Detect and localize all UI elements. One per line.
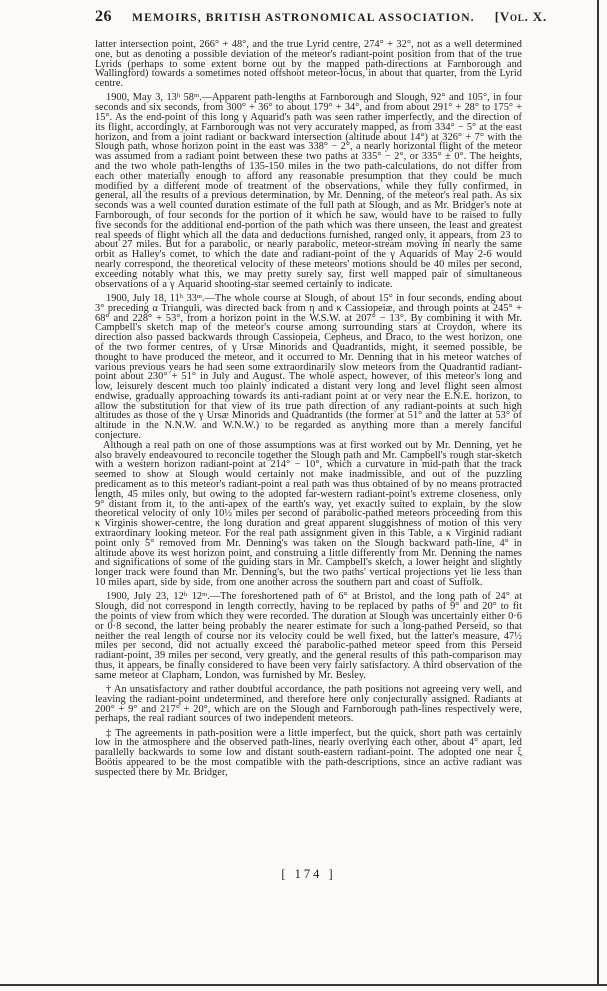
footer-page-number: [ 174 ] — [281, 867, 336, 881]
running-title: MEMOIRS, BRITISH ASTRONOMICAL ASSOCIATION. — [132, 11, 475, 24]
volume-label: [Vol. X. — [494, 9, 547, 24]
scan-edge-bottom — [0, 984, 607, 986]
paragraph-1900-may-3: 1900, May 3, 13ʰ 58ᵐ.—Apparent path-lengths at Farnborough and Slough, 92° and 105°, in four seconds and six seconds, from 300° + 36° to about 179° + 34°, and from about 291° + 28° to 175° + 15°. As the end-point of this long γ Aquarid's path was seen rather imperfectly, and the direction of its flight, accordingly, at Farnborough was not very accurately mapped, as from 334° − 5° at the east horizon, and from a joint radiant or backward intersection (altitude about 14°) at 326° + 7° with the Slough path, whose horizon point in the east was 338° − 2°, a nearly horizontal flight of the meteor was assumed from a radiant point between these two paths at 335° − 2°, or 335° ± 0°. The heights, and the two whole path-lengths of 135-150 miles in the two path-calculations, do not differ from each other materially enough to afford any reasonable presumption that they could be much modified by a different mode of treatment of the observations, while they fully confirmed, in general, all the results of a previous determination, by Mr. Denning, of the meteor's real path. As six seconds was a well counted duration estimate of the full path at Slough, and as Mr. Bridger's note at Farnborough, of four seconds for the portion of it which he saw, would have to be raised to fully five seconds for the additional end-portion of the path which was there unseen, the least and greatest real speeds of flight which all the data and deductions furnished, ranged only, it appears, from 23 to about 27 miles. But for a parabolic, or nearly parabolic, meteor-stream moving in nearly the same orbit as Halley's comet, to which the date and radiant-point of the γ Aquarids of May 2-6 would nearly correspond, the theoretical velocity of these meteors' motions should be 40 miles per second, exceeding notably what this, we may pretty surely say, first well mapped pair of simultaneous observations of a γ Aquarid shooting-star seemed certainly to indicate. — [95, 92, 522, 290]
paragraph-although-real-path: Although a real path on one of those assumptions was at first worked out by Mr. Denning, yet he also bravely endeavoured to reconcile together the Slough path and Mr. Campbell's rough star-sketch with a western horizon radiant-point at 214° − 10°, which a curvature in mid-path that the track seemed to show at Slough would certainly not make inadmissible, and out of the puzzling predicament as to this meteor's radiant-point a real path was thus obtained of by no means protracted length, 45 miles only, but owing to the adopted far-western radiant-point's extreme closeness, only 9° distant from it, to the anti-apex of the earth's way, yet exactly suited to explain, by the slow theoretical velocity of only 10½ miles per second of parabolic-pathed meteors proceeding from this κ Virginis shower-centre, the long duration and great apparent sluggishness of motion of this very extraordinary looking meteor. For the real path assignment given in this Table, a κ Virginid radiant point only 5° removed from Mr. Denning's was taken on the Slough backward path-line, 4° in altitude above its west horizon point, and construing a little differently from Mr. Denning the names and significations of some of the guiding stars in Mr. Campbell's sketch, a lower height and slightly longer track were found than Mr. Denning's, but the two paths' vertical projections yet lie less than 10 miles apart, side by side, from one another across the southern part and coast of Suffolk. — [95, 439, 522, 589]
footnote-dagger: † An unsatisfactory and rather doubtful accordance, the path positions not agreeing very well, and leaving the radiant-point undetermined, and therefore here only conjecturally assigned. Radiants at 200° + 9° and 217° + 20°, which are on the Slough and Farnborough path-lines respectively were, perhaps, the real radiant sources of two independent meteors. — [95, 684, 522, 725]
footnote-double-dagger: ‡ The agreements in path-position were a little imperfect, but the quick, short path was certainly low in the atmosphere and the observed path-lines, nearly overlying each other, about 4° apart, led parallelly backwards to some low and distant south-eastern radiant-point. The adopted one near ξ Boötis appeared to be the most compatible with the path-descriptions, since an active radiant was suspected there by Mr. Bridger, — [95, 727, 522, 778]
running-header — [95, 8, 547, 26]
paragraph-1900-july-18: 1900, July 18, 11ʰ 33ᵐ.—The whole course at Slough, of about 15° in four seconds, ending about 3° preceding α Trianguli, was directed back from η and κ Cassiopeiæ, and through points at 245° + 68° and 228° + 53°, from a horizon point in the W.S.W. at 207° − 13°. By combining it with Mr. Campbell's sketch map of the meteor's course among surrounding stars at Croydon, where its direction also passed backwards through Cassiopeia, Cepheus, and Draco, to the west horizon, one of the two former centres, of γ Ursæ Minorids and Quadrantids, might, it seemed possible, be thought to have produced the meteor, and it occurred to Mr. Denning that in his meteor watches of various previous years he had seen some extraordinarily slow meteors from the Quadrantid radiant-point about 230° + 51° in July and August. The whole aspect, however, of this meteor's long and low, leisurely descent much too plainly indicated a distant very long and level flight seen almost endwise, gradually approaching towards its anti-radiant point at or very near the E.N.E. horizon, to allow the substitution for that view of its true path direction of any radiant-points at such high altitudes as those of the γ Ursæ Minorids and Quadrantids (the former at 51° and the latter at 53° of altitude in the N.N.W. and W.N.W.) to be regarded as anything more than a merely fanciful conjecture. — [95, 292, 522, 442]
paragraph-continuation-lyrid: latter intersection point, 266° + 48°, and the true Lyrid centre, 274° + 32°, not as a well determined one, but as denoting a possible deviation of the meteor's radiant-point position from that of the true Lyrids (perhaps to some extent borne out by the mapped path-directions at Farnborough and Wallingford) towards a sometimes noted offshoot meteor-focus, in about that quarter, from the Lyrid centre. — [95, 39, 522, 90]
paragraph-1900-july-23: 1900, July 23, 12ʰ 12ᵐ.—The foreshortened path of 6° at Bristol, and the long path of 24° at Slough, did not correspond in length correctly, having to be replaced by paths of 9° and 20° to fit the points of view from which they were recorded. The duration at Slough was uncertainly either 0·6 or 0·8 second, the latter being probably the nearer estimate for such a long-pathed Perseid, so that neither the real length of course nor its velocity could be well fixed, but the latter's measure, 47½ miles per second, did not actually exceed the parabolic-pathed meteor speed from this Perseid radiant-point, 39 miles per second, very greatly, and the general results of this path-comparison may thus, it appears, be finally considered to have been very fairly satisfactory. A third observation of the same meteor at Clapham, London, was furnished by Mr. Besley. — [95, 591, 522, 681]
page-number: 26 — [95, 8, 112, 25]
page-body — [95, 40, 522, 778]
scan-edge-right — [597, 0, 599, 985]
